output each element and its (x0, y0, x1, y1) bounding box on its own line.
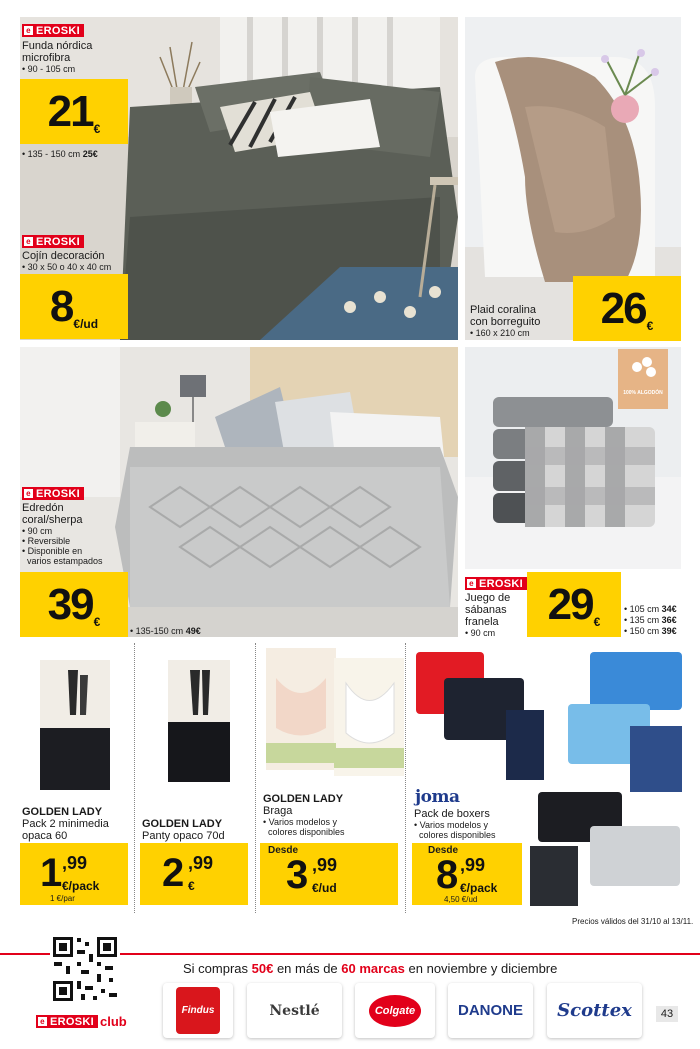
club-text: club (99, 1014, 127, 1029)
danone-logo (448, 983, 533, 1038)
product1-desc-line1: Pack 2 minimedia (22, 818, 109, 830)
divider (405, 643, 406, 913)
eroski-badge (22, 235, 142, 248)
funda-alt-size: • 135 - 150 cm (22, 149, 83, 159)
panty-package-image (168, 660, 230, 782)
promo-brands: 60 marcas (341, 961, 405, 976)
colgate-logo (355, 983, 435, 1038)
eroski-club-badge (36, 1015, 98, 1028)
edredon-label (22, 487, 132, 566)
cotton-badge-label: 100% ALGODÓN (623, 390, 663, 396)
scottex-logo (547, 983, 642, 1038)
sabanas-price-box (527, 572, 621, 637)
nestle-logo (247, 983, 342, 1038)
funda-size: • 90 - 105 cm (22, 64, 76, 74)
cojin-label (22, 235, 142, 272)
funda-name: Funda nórdica microfibra (22, 40, 93, 64)
promo-mid: en más de (273, 961, 342, 976)
product1-label (22, 806, 132, 842)
product4-bullet-1: • Varios modelos y (414, 820, 489, 830)
product4-price-int: 8 (436, 853, 457, 897)
product3-price-dec: ,99 (312, 855, 338, 875)
eroski-badge-text: EROSKI (36, 24, 80, 37)
sabanas-alt-row (624, 615, 677, 626)
funda-alt-price-value: 25€ (82, 149, 98, 159)
product4-label (414, 808, 534, 840)
cojin-name: Cojín decoración (22, 250, 105, 262)
product3-desde: Desde (268, 845, 299, 856)
sabanas-alt-size: • 150 cm (624, 626, 662, 636)
sabanas-label (465, 577, 535, 638)
danone-logo-text: DANONE (457, 1002, 523, 1019)
product1-price-int: 1 (40, 851, 61, 895)
colgate-logo-text: Colgate (369, 995, 421, 1027)
edredon-price-sup: € (93, 615, 101, 629)
product1-desc-line2: opaca 60 (22, 830, 68, 842)
nestle-logo-text: Nestlé (269, 1002, 320, 1019)
product3-desc-line1: Braga (263, 805, 293, 817)
product3-price-unit: €/ud (312, 881, 337, 895)
product4-desc-line1: Pack de boxers (414, 808, 490, 820)
edredon-price-box (20, 572, 128, 637)
qr-code (50, 934, 120, 1004)
product4-sub: 4,50 €/ud (444, 895, 478, 904)
eroski-logo-icon: e (467, 579, 476, 588)
sabanas-alt-price: 39€ (661, 626, 677, 636)
edredon-bullet-3: • Disponible en (22, 546, 83, 556)
funda-alt-price (22, 149, 98, 159)
product4-bullet-2: colores disponibles (419, 830, 496, 840)
plaid-price-sup: € (646, 319, 654, 333)
plaid-price-box (573, 276, 681, 341)
sabanas-name-line1: Juego de (465, 592, 511, 604)
eroski-badge (22, 24, 132, 37)
sabanas-alt-size: • 105 cm (624, 604, 662, 614)
product3-price-int: 3 (286, 853, 307, 897)
product2-price-box (140, 843, 248, 905)
plaid-name-line2: con borreguito (470, 316, 541, 328)
edredon-bullet-1: • 90 cm (22, 526, 53, 536)
funda-price-int: 21 (47, 86, 93, 136)
funda-label (22, 24, 132, 74)
eroski-badge-text: EROSKI (479, 577, 523, 590)
sabanas-alt-price: 34€ (661, 604, 677, 614)
plaid-label (470, 304, 540, 338)
cojin-size: • 30 x 50 o 40 x 40 cm (22, 262, 112, 272)
edredon-alt-size: • 135-150 cm (130, 626, 186, 636)
eroski-badge (465, 577, 535, 590)
product2-brand: GOLDEN LADY (142, 818, 223, 830)
sabanas-alt-row (624, 626, 677, 637)
footer-promo-text (183, 961, 557, 976)
sabanas-size: • 90 cm (465, 628, 496, 638)
cojin-price-int: 8 (49, 281, 73, 331)
promo-amount: 50€ (251, 961, 274, 976)
product3-price-box (260, 843, 398, 905)
product3-label (263, 793, 403, 837)
eroski-logo-icon: e (24, 237, 33, 246)
edredon-bullet-4: varios estampados (27, 556, 103, 566)
cojin-price-sup: €/ud (73, 317, 99, 331)
validity-note: Precios válidos del 31/10 al 13/11. (572, 917, 694, 926)
edredon-name-line1: Edredón (22, 502, 64, 514)
sabanas-photo (465, 347, 681, 569)
product2-price-int: 2 (162, 851, 183, 895)
funda-price-sup: € (93, 122, 101, 136)
promo-pre: Si compras (183, 961, 252, 976)
findus-logo (163, 983, 233, 1038)
eroski-logo-icon: e (24, 26, 33, 35)
sabanas-alt-row (624, 604, 677, 615)
eroski-logo-icon: e (24, 489, 33, 498)
scottex-logo-text: Scottex (557, 1000, 632, 1021)
promo-post: en noviembre y diciembre (404, 961, 558, 976)
sabanas-photo-panel (465, 347, 681, 569)
sabanas-name-line2: sábanas (465, 604, 507, 616)
divider (255, 643, 256, 913)
product2-price-unit: € (188, 879, 195, 893)
product1-price-unit: €/pack (62, 879, 100, 893)
product3-bullet-1: • Varios modelos y (263, 817, 338, 827)
eroski-club-logo (36, 1014, 127, 1029)
findus-logo-text: Findus (176, 987, 221, 1034)
cojin-price-box (20, 274, 128, 339)
funda-price-box (20, 79, 128, 144)
edredon-alt-price (130, 626, 201, 636)
product3-bullet-2: colores disponibles (268, 827, 345, 837)
edredon-name-line2: coral/sherpa (22, 514, 83, 526)
product1-price-dec: ,99 (62, 853, 88, 873)
divider (134, 643, 135, 913)
edredon-alt-price-value: 49€ (185, 626, 201, 636)
sabanas-alt-prices (624, 604, 677, 637)
eroski-badge (22, 487, 132, 500)
sabanas-name-line3: franela (465, 616, 499, 628)
sabanas-price-sup: € (593, 615, 601, 629)
sabanas-alt-price: 36€ (661, 615, 677, 625)
sabanas-alt-size: • 135 cm (624, 615, 662, 625)
page-number: 43 (656, 1006, 678, 1022)
product2-label (142, 818, 252, 842)
product2-desc-line1: Panty opaco 70d (142, 830, 225, 842)
eroski-badge-text: EROSKI (50, 1015, 94, 1028)
eroski-badge-text: EROSKI (36, 487, 80, 500)
plaid-name-line1: Plaid coralina (470, 304, 537, 316)
joma-logo: joma (415, 787, 460, 807)
sabanas-price-int: 29 (547, 579, 593, 629)
plaid-size: • 160 x 210 cm (470, 328, 530, 338)
product1-sub: 1 €/par (50, 894, 75, 903)
braga-package-image (266, 648, 404, 776)
plaid-price-int: 26 (600, 283, 646, 333)
edredon-price-int: 39 (47, 579, 93, 629)
product3-brand: GOLDEN LADY (263, 793, 344, 805)
edredon-bullet-2: • Reversible (22, 536, 71, 546)
eroski-badge-text: EROSKI (36, 235, 80, 248)
product4-price-unit: €/pack (460, 881, 498, 895)
product4-price-dec: ,99 (460, 855, 486, 875)
socks-package-image (40, 660, 110, 790)
product1-brand: GOLDEN LADY (22, 806, 103, 818)
product4-desde: Desde (428, 845, 459, 856)
eroski-logo-icon: e (38, 1017, 47, 1026)
product2-price-dec: ,99 (188, 853, 214, 873)
